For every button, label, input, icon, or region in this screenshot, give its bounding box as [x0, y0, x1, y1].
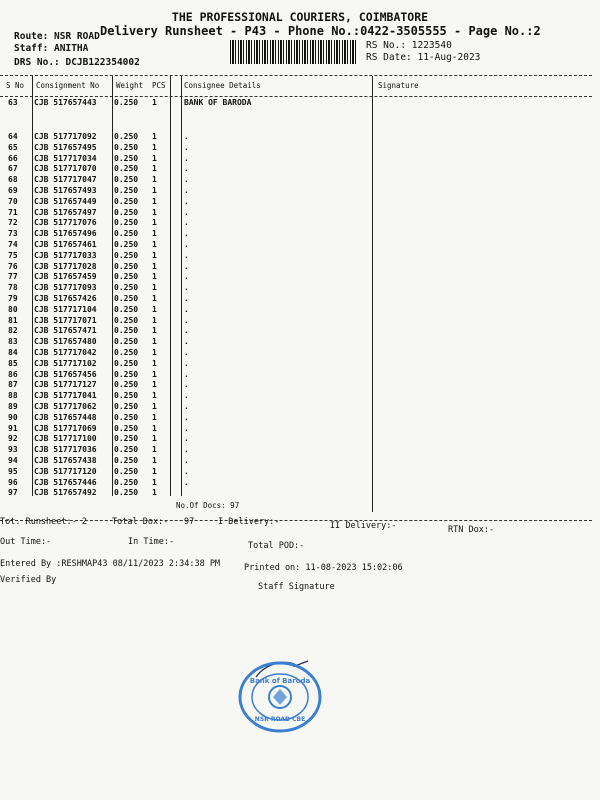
table-row [0, 456, 592, 467]
row-consignee: . [184, 466, 189, 476]
table-row [0, 175, 592, 186]
row-consignee: . [184, 423, 189, 433]
row-consignment: CJB 517717036 [34, 445, 97, 455]
row-sno: 76 [8, 261, 18, 271]
row-pcs: 1 [152, 142, 157, 152]
row-consignment: CJB 517657493 [34, 186, 97, 195]
table-row [0, 326, 592, 337]
row-consignee: . [184, 142, 189, 152]
row-pcs: 1 [152, 369, 157, 379]
row-weight: 0.250 [114, 380, 139, 390]
row-consignment: CJB 517717127 [34, 380, 97, 390]
row-pcs: 1 [152, 283, 157, 293]
row-sno: 84 [8, 348, 18, 357]
row-sno: 68 [8, 175, 18, 185]
row-weight: 0.250 [114, 207, 139, 217]
row-sno: 77 [8, 272, 18, 282]
row-weight: 0.250 [114, 456, 139, 465]
row-weight: 0.250 [114, 218, 139, 228]
row-consignee: . [184, 132, 189, 141]
table-row [0, 413, 592, 424]
table-row [0, 229, 592, 240]
row-consignment: CJB 517657426 [34, 294, 97, 303]
out-time: Out Time:- [0, 537, 52, 547]
table-row [0, 186, 592, 197]
ii-delivery: II Delivery:- [330, 521, 397, 531]
rs-date: RS Date: 11-Aug-2023 [366, 52, 481, 63]
row-weight: 0.250 [114, 402, 139, 411]
table-row [0, 337, 592, 348]
row-consignee: . [184, 348, 189, 357]
row-consignment: CJB 517657471 [34, 326, 97, 336]
row-pcs: 1 [152, 488, 157, 498]
stamp-text-top: Bank of Baroda [249, 677, 311, 685]
row-pcs: 1 [152, 380, 157, 390]
row-consignment: CJB 517657480 [34, 337, 97, 347]
table-row [0, 391, 592, 402]
row-pcs: 1 [152, 175, 157, 185]
table-row [0, 208, 592, 219]
row-pcs: 1 [152, 304, 157, 314]
row-weight: 0.250 [114, 423, 139, 433]
header-bottom-rule [0, 96, 592, 97]
row-sno: 92 [8, 434, 18, 444]
row-weight: 0.250 [114, 186, 139, 195]
row-consignee: . [184, 196, 189, 206]
row-weight: 0.250 [114, 272, 139, 282]
printed-on: Printed on: 11-08-2023 15:02:06 [244, 563, 403, 573]
row-consignee: . [184, 380, 189, 390]
row-consignee: . [184, 337, 189, 347]
row-sno: 63 [8, 98, 18, 107]
col-pcs-header: PCS [152, 81, 166, 90]
table-row [0, 488, 592, 499]
row-sno: 69 [8, 186, 18, 195]
row-consignee: . [184, 294, 189, 303]
row-weight: 0.250 [114, 477, 139, 487]
row-pcs: 1 [152, 153, 157, 163]
table-row [0, 370, 592, 381]
row-consignee: . [184, 315, 189, 325]
row-consignment: CJB 517717062 [34, 402, 97, 411]
row-pcs: 1 [152, 261, 157, 271]
row-consignment: CJB 517657496 [34, 229, 97, 239]
row-consignee: . [184, 186, 189, 195]
row-consignee: . [184, 477, 189, 487]
row-pcs: 1 [152, 240, 157, 249]
runsheet-title: Delivery Runsheet - P43 - Phone No.:0422-3505555 - Page No.:2 [100, 24, 541, 38]
row-consignment: CJB 517717070 [34, 164, 97, 174]
row-consignment: CJB 517657461 [34, 240, 97, 249]
table-row [0, 434, 592, 445]
row-sno: 80 [8, 304, 18, 314]
row-consignment: CJB 517657497 [34, 207, 97, 217]
row-consignee: . [184, 207, 189, 217]
row-weight: 0.250 [114, 142, 139, 152]
row-consignee: . [184, 326, 189, 336]
row-pcs: 1 [152, 207, 157, 217]
row-pcs: 1 [152, 98, 157, 107]
row-weight: 0.250 [114, 315, 139, 325]
row-sno: 66 [8, 153, 18, 163]
row-consignment: CJB 517657438 [34, 456, 97, 465]
table-row [0, 132, 592, 143]
row-consignment: CJB 517657449 [34, 196, 97, 206]
row-consignment: CJB 517717100 [34, 434, 97, 444]
row-sno: 65 [8, 142, 18, 152]
stamp-text-bottom: NSR ROAD CBE [254, 716, 306, 723]
row-consignment: CJB 517657495 [34, 142, 97, 152]
row-pcs: 1 [152, 272, 157, 282]
row-consignment: CJB 517657443 [34, 98, 97, 107]
row-weight: 0.250 [114, 250, 139, 260]
header-top-rule [0, 75, 592, 76]
row-consignment: CJB 517717033 [34, 250, 97, 260]
staff-label: Staff: ANITHA [14, 43, 89, 54]
row-consignee: . [184, 456, 189, 465]
row-consignment: CJB 517717047 [34, 175, 97, 185]
verified-by: Verified By [0, 575, 57, 585]
row-sno: 96 [8, 477, 18, 487]
row-weight: 0.250 [114, 488, 139, 498]
row-consignee: . [184, 369, 189, 379]
row-weight: 0.250 [114, 445, 139, 455]
row-consignment: CJB 517717069 [34, 423, 97, 433]
row-consignment: CJB 517717104 [34, 304, 97, 314]
table-row [0, 164, 592, 175]
row-pcs: 1 [152, 337, 157, 347]
row-consignment: CJB 517657459 [34, 272, 97, 282]
row-weight: 0.250 [114, 294, 139, 303]
row-pcs: 1 [152, 456, 157, 465]
row-consignee: . [184, 218, 189, 228]
row-consignment: CJB 517717071 [34, 315, 97, 325]
row-consignee: . [184, 229, 189, 239]
route-label: Route: NSR ROAD [14, 31, 100, 42]
row-weight: 0.250 [114, 196, 139, 206]
col-signature-header: Signature [378, 81, 419, 90]
row-weight: 0.250 [114, 283, 139, 293]
tot-runsheet: Tot. Runsheet:- 2 [0, 517, 87, 527]
row-pcs: 1 [152, 186, 157, 195]
row-consignee: BANK OF BARODA [184, 98, 252, 107]
table-row [0, 424, 592, 435]
row-sno: 82 [8, 326, 18, 336]
table-row [0, 359, 592, 370]
row-weight: 0.250 [114, 240, 139, 249]
row-sno: 73 [8, 229, 18, 239]
row-weight: 0.250 [114, 153, 139, 163]
row-weight: 0.250 [114, 326, 139, 336]
total-dox-label: Total Dox:- [112, 517, 169, 527]
row-consignment: CJB 517717076 [34, 218, 97, 228]
table-row [0, 251, 592, 262]
row-sno: 93 [8, 445, 18, 455]
row-consignee: . [184, 250, 189, 260]
row-consignee: . [184, 304, 189, 314]
row-sno: 90 [8, 412, 18, 422]
row-weight: 0.250 [114, 132, 139, 141]
row-consignment: CJB 517717042 [34, 348, 97, 357]
entered-by: Entered By :RESHMAP43 08/11/2023 2:34:38 PM [0, 559, 221, 569]
table-row [0, 294, 592, 305]
row-weight: 0.250 [114, 466, 139, 476]
col-sno-header: S No [6, 81, 25, 90]
row-pcs: 1 [152, 423, 157, 433]
row-sno: 83 [8, 337, 18, 347]
i-delivery: I Delivery:- [218, 517, 280, 527]
no-of-docs: No.Of Docs: 97 [176, 501, 240, 510]
table-row [0, 305, 592, 316]
company-title: THE PROFESSIONAL COURIERS, COIMBATORE [171, 10, 429, 24]
row-consignee: . [184, 164, 189, 174]
row-pcs: 1 [152, 196, 157, 206]
table-row [0, 143, 592, 154]
row-weight: 0.250 [114, 175, 139, 185]
row-weight: 0.250 [114, 304, 139, 314]
row-pcs: 1 [152, 164, 157, 174]
row-pcs: 1 [152, 218, 157, 228]
row-consignee: . [184, 412, 189, 422]
row-consignee: . [184, 175, 189, 185]
table-row [0, 445, 592, 456]
row-consignment: CJB 517717034 [34, 153, 97, 163]
row-weight: 0.250 [114, 98, 139, 107]
table-row [0, 218, 592, 229]
row-sno: 97 [8, 488, 18, 498]
table-row [0, 240, 592, 251]
row-weight: 0.250 [114, 412, 139, 422]
row-sno: 78 [8, 283, 18, 293]
row-sno: 89 [8, 402, 18, 411]
col-consignment-header: Consignment No [36, 81, 100, 90]
table-row [0, 467, 592, 478]
row-sno: 88 [8, 391, 18, 401]
row-pcs: 1 [152, 315, 157, 325]
row-sno: 94 [8, 456, 18, 465]
row-consignee: . [184, 240, 189, 249]
row-sno: 87 [8, 380, 18, 390]
rs-number: RS No.: 1223540 [366, 40, 452, 51]
row-consignee: . [184, 358, 189, 368]
row-consignee: . [184, 272, 189, 282]
row-consignee: . [184, 445, 189, 455]
table-row [0, 478, 592, 489]
row-pcs: 1 [152, 466, 157, 476]
row-consignee: . [184, 261, 189, 271]
row-sno: 64 [8, 132, 18, 141]
table-row [0, 380, 592, 391]
row-pcs: 1 [152, 348, 157, 357]
table-row [0, 283, 592, 294]
row-pcs: 1 [152, 326, 157, 336]
col-consignee-header: Consignee Details [184, 81, 261, 90]
row-sno: 95 [8, 466, 18, 476]
table-row [0, 272, 592, 283]
row-weight: 0.250 [114, 261, 139, 271]
total-pod: Total POD:- [248, 541, 305, 551]
row-sno: 71 [8, 207, 18, 217]
row-weight: 0.250 [114, 434, 139, 444]
row-sno: 67 [8, 164, 18, 174]
row-weight: 0.250 [114, 391, 139, 401]
row-weight: 0.250 [114, 337, 139, 347]
rtn-dox: RTN Dox:- [448, 525, 495, 535]
row-pcs: 1 [152, 412, 157, 422]
row-consignment: CJB 517657492 [34, 488, 97, 498]
row-consignment: CJB 517657446 [34, 477, 97, 487]
row-weight: 0.250 [114, 348, 139, 357]
table-row [0, 316, 592, 327]
row-pcs: 1 [152, 294, 157, 303]
table-row [0, 348, 592, 359]
row-sno: 74 [8, 240, 18, 249]
row-consignment: CJB 517657448 [34, 412, 97, 422]
row-weight: 0.250 [114, 358, 139, 368]
bank-stamp [236, 655, 324, 733]
row-consignment: CJB 517657456 [34, 369, 97, 379]
in-time: In Time:- [128, 537, 175, 547]
drs-number: DRS No.: DCJB122354002 [14, 57, 140, 68]
row-consignee: . [184, 391, 189, 401]
footer-rule [0, 520, 592, 521]
row-sno: 81 [8, 315, 18, 325]
table-row [0, 402, 592, 413]
row-consignee: . [184, 283, 189, 293]
row-consignment: CJB 517717092 [34, 132, 97, 141]
staff-signature-label: Staff Signature [258, 582, 335, 592]
row-sno: 79 [8, 294, 18, 303]
row-consignee: . [184, 153, 189, 163]
row-consignment: CJB 517717041 [34, 391, 97, 401]
row-pcs: 1 [152, 358, 157, 368]
row-pcs: 1 [152, 477, 157, 487]
table-row [0, 98, 592, 109]
row-sno: 86 [8, 369, 18, 379]
table-row [0, 197, 592, 208]
row-consignee: . [184, 434, 189, 444]
row-weight: 0.250 [114, 369, 139, 379]
row-consignee: . [184, 402, 189, 411]
table-row [0, 154, 592, 165]
row-sno: 75 [8, 250, 18, 260]
row-pcs: 1 [152, 250, 157, 260]
row-consignment: CJB 517717028 [34, 261, 97, 271]
row-pcs: 1 [152, 434, 157, 444]
row-pcs: 1 [152, 132, 157, 141]
row-pcs: 1 [152, 445, 157, 455]
col-weight-header: Weight [116, 81, 144, 90]
row-weight: 0.250 [114, 164, 139, 174]
barcode [230, 40, 358, 64]
row-consignment: CJB 517717102 [34, 358, 97, 368]
row-sno: 70 [8, 196, 18, 206]
row-pcs: 1 [152, 402, 157, 411]
row-pcs: 1 [152, 391, 157, 401]
row-pcs: 1 [152, 229, 157, 239]
row-sno: 91 [8, 423, 18, 433]
row-consignment: CJB 517717120 [34, 466, 97, 476]
row-sno: 85 [8, 358, 18, 368]
row-sno: 72 [8, 218, 18, 228]
row-weight: 0.250 [114, 229, 139, 239]
row-consignment: CJB 517717093 [34, 283, 97, 293]
table-row [0, 262, 592, 273]
total-dox-value: 97 [184, 517, 195, 527]
